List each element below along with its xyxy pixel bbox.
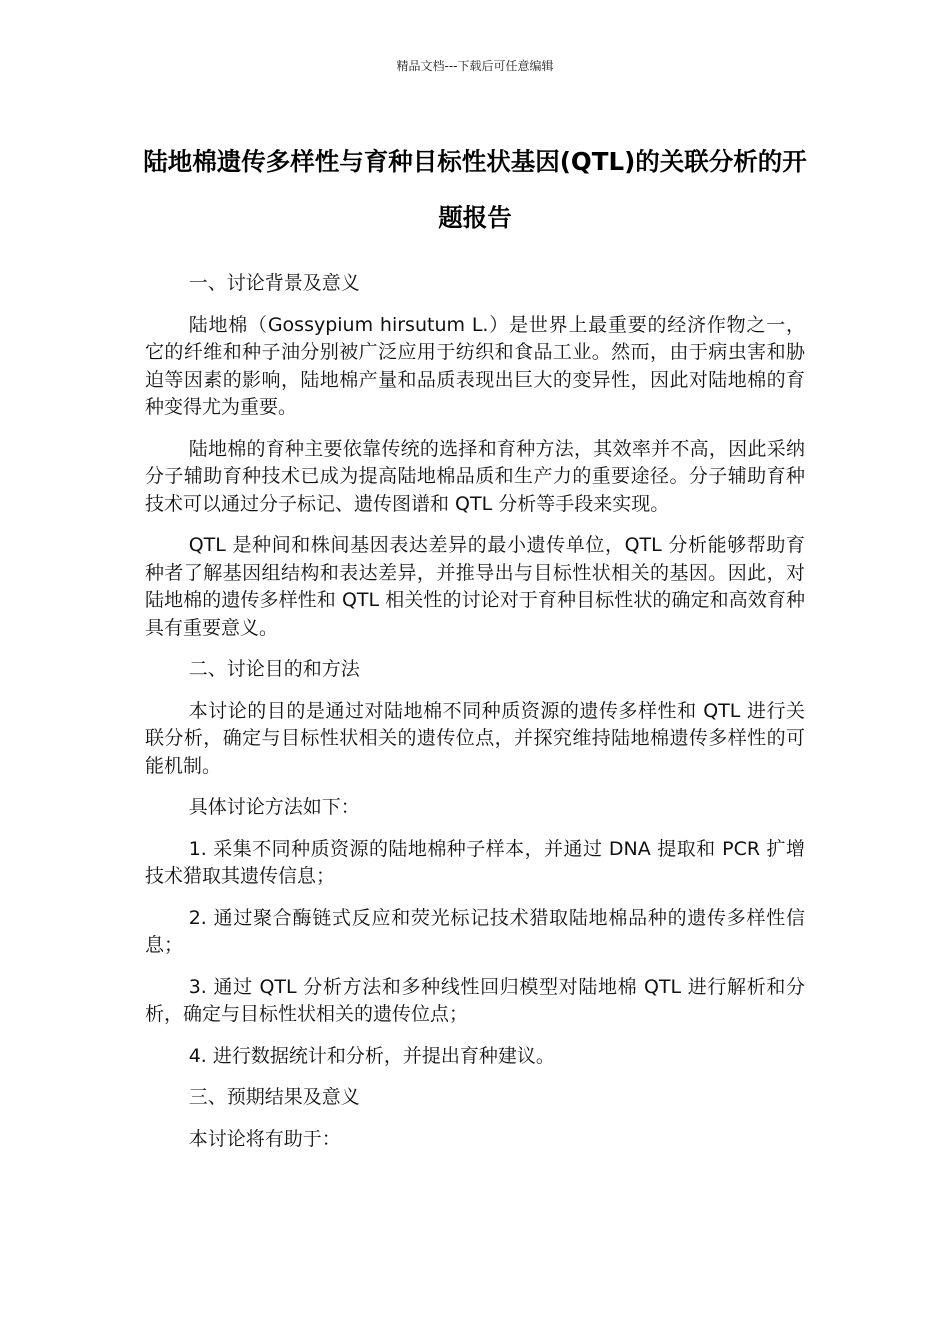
list-item-method-3: 3. 通过 QTL 分析方法和多种线性回归模型对陆地棉 QTL 进行解析和分析，确定与目标性状相关的遗传位点； — [145, 975, 805, 1025]
document-title: 陆地棉遗传多样性与育种目标性状基因(QTL)的关联分析的开题报告 — [143, 147, 807, 232]
section-heading-results: 三、预期结果及意义 — [188, 1086, 360, 1108]
paragraph-breeding-methods: 陆地棉的育种主要依靠传统的选择和育种方法，其效率并不高，因此采纳分子辅助育种技术已成为提高陆地棉品质和生产力的重要途径。分子辅助育种技术可以通过分子标记、遗传图谱和 QTL 分析等手段来实现。 — [145, 437, 805, 515]
paragraph-qtl: QTL 是种间和株间基因表达差异的最小遗传单位，QTL 分析能够帮助育种者了解基因组结构和表达差异，并推导出与目标性状相关的基因。因此，对陆地棉的遗传多样性和 QTL 相关性的讨论对于育种目标性状的确定和高效育种具有重要意义。 — [145, 534, 805, 639]
paragraph-intro: 陆地棉（Gossypium hirsutum L.）是世界上最重要的经济作物之一，它的纤维和种子油分别被广泛应用于纺织和食品工业。然而，由于病虫害和胁迫等因素的影响，陆地棉产量和品质表现出巨大的变异性，因此对陆地棉的育种变得尤为重要。 — [145, 313, 805, 418]
paragraph-purpose: 本讨论的目的是通过对陆地棉不同种质资源的遗传多样性和 QTL 进行关联分析，确定与目标性状相关的遗传位点，并探究维持陆地棉遗传多样性的可能机制。 — [145, 699, 805, 777]
document-body — [145, 270, 805, 1167]
section-heading-purpose: 二、讨论目的和方法 — [188, 658, 360, 680]
list-item-method-4: 4. 进行数据统计和分析，并提出育种建议。 — [188, 1044, 555, 1067]
list-item-method-1: 1. 采集不同种质资源的陆地棉种子样本，并通过 DNA 提取和 PCR 扩增技术猎取其遗传信息； — [145, 837, 805, 887]
paragraph-methods-intro: 具体讨论方法如下： — [188, 796, 360, 818]
header-note: 精品文档---下载后可任意编辑 — [396, 59, 554, 73]
section-heading-background: 一、讨论背景及意义 — [188, 272, 360, 294]
list-item-method-2: 2. 通过聚合酶链式反应和荧光标记技术猎取陆地棉品种的遗传多样性信息； — [145, 906, 805, 956]
paragraph-results-intro: 本讨论将有助于： — [188, 1127, 341, 1150]
